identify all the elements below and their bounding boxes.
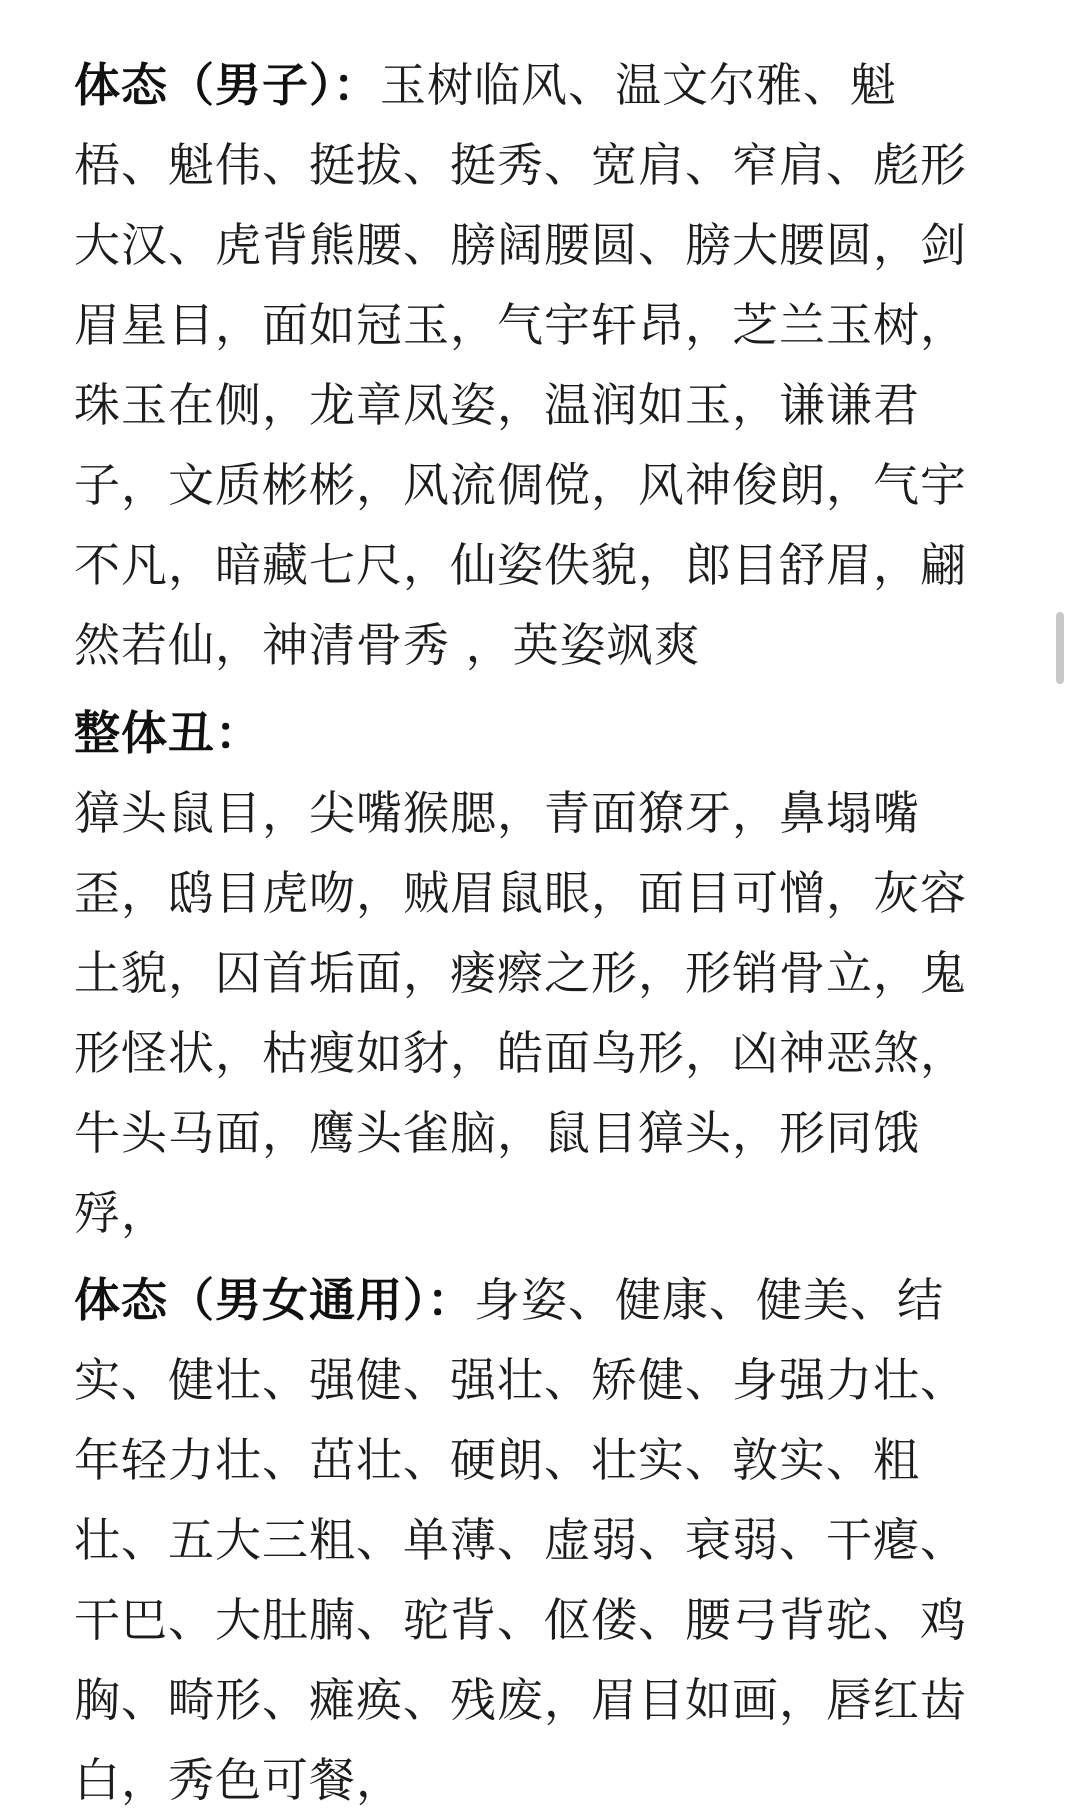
text-line: 实、健壮、强健、强壮、矫健、身强力壮、 — [74, 1353, 967, 1407]
text-line: 眉星目，面如冠玉，气宇轩昂，芝兰玉树， — [74, 298, 967, 352]
section-heading-unisex-posture: 体态（男女通用）： — [74, 1273, 474, 1327]
text-line — [74, 1260, 1034, 1340]
text-line: 年轻力壮、茁壮、硬朗、壮实、敦实、粗 — [74, 1433, 920, 1487]
text-line: 形怪状，枯瘦如豺，皓面鸟形，凶神恶煞， — [74, 1026, 967, 1080]
text-line: 珠玉在侧，龙章凤姿，温润如玉，谦谦君 — [74, 378, 920, 432]
text-line: 子，文质彬彬，风流倜傥，风神俊朗，气宇 — [74, 458, 967, 512]
text-line — [74, 45, 1034, 125]
text-segment: 身姿、健康、健美、结 — [474, 1273, 944, 1327]
text-segment: 玉树临风、温文尔雅、魁 — [380, 58, 897, 112]
text-line: 白，秀色可餐， — [74, 1753, 403, 1807]
text-line: 壮、五大三粗、单薄、虚弱、衰弱、干瘪、 — [74, 1513, 967, 1567]
text-line: 大汉、虎背熊腰、膀阔腰圆、膀大腰圆，剑 — [74, 218, 967, 272]
text-line: 不凡，暗藏七尺，仙姿佚貌，郎目舒眉，翩 — [74, 538, 967, 592]
text-line: 胸、畸形、瘫痪、残废，眉目如画，唇红齿 — [74, 1673, 967, 1727]
text-line: 歪，鸱目虎吻，贼眉鼠眼，面目可憎，灰容 — [74, 866, 967, 920]
text-line: 土貌，囚首垢面，瘘瘵之形，形销骨立，鬼 — [74, 946, 967, 1000]
text-line: 梧、魁伟、挺拔、挺秀、宽肩、窄肩、彪形 — [74, 138, 967, 192]
text-line: 牛头马面，鹰头雀脑，鼠目獐头，形同饿 — [74, 1106, 920, 1160]
section-heading-ugly: 整体丑： — [74, 706, 262, 760]
text-line: 然若仙，神清骨秀 ，英姿飒爽 — [74, 618, 701, 672]
section-heading-male-posture: 体态（男子）： — [74, 58, 380, 112]
text-line: 殍， — [74, 1186, 168, 1240]
text-line: 獐头鼠目，尖嘴猴腮，青面獠牙，鼻塌嘴 — [74, 786, 920, 840]
text-line: 干巴、大肚腩、驼背、伛偻、腰弓背驼、鸡 — [74, 1593, 967, 1647]
scrollbar-thumb[interactable] — [1056, 612, 1064, 684]
